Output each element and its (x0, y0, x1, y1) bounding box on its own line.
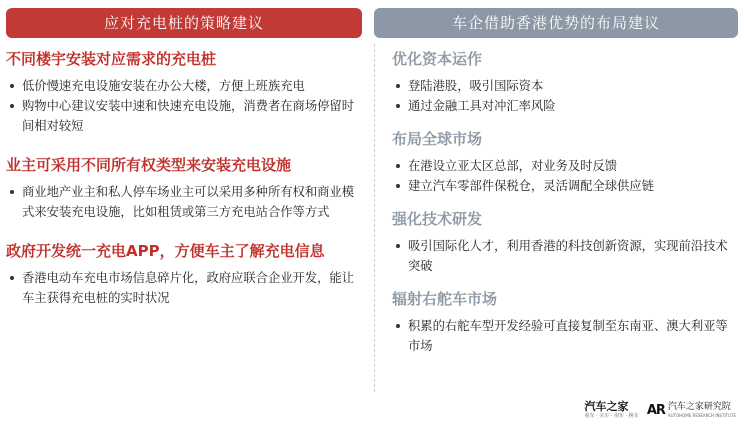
list-item: 在港设立亚太区总部，对业务及时反馈 (392, 156, 738, 176)
list-item: 商业地产业主和私人停车场业主可以采用多种所有权和商业模式来安装充电设施，比如租赁或第三方充电站合作等方式 (6, 182, 366, 222)
bullet-list (392, 316, 738, 356)
research-institute-name: 汽车之家研究院 (667, 401, 731, 412)
left-section-building (6, 48, 366, 136)
left-section-app (6, 240, 366, 308)
list-item: 建立汽车零部件保税仓，灵活调配全球供应链 (392, 176, 738, 196)
section-title: 不同楼宇安装对应需求的充电桩 (6, 50, 217, 68)
right-section-rnd (392, 208, 738, 276)
right-section-global (392, 128, 738, 196)
right-column (392, 48, 738, 368)
bullet-list (6, 268, 366, 308)
footer-logos (585, 399, 737, 421)
autohome-logo-text: 汽车之家 (584, 399, 629, 413)
list-item: 香港电动车充电市场信息碎片化，政府应联合企业开发，能让车主获得充电桩的实时状况 (6, 268, 366, 308)
left-section-ownership (6, 154, 366, 222)
list-item: 积累的右舵车型开发经验可直接复制至东南亚、澳大利亚等市场 (392, 316, 738, 356)
autohome-logo (585, 401, 639, 420)
research-institute-subtext: AUTOHOME RESEARCH INSTITUTE (667, 412, 736, 418)
section-title: 优化资本运作 (392, 50, 483, 68)
bullet-list (392, 156, 738, 196)
left-column (6, 48, 366, 326)
bullet-list (392, 236, 738, 276)
autohome-logo-subtext: 看车 · 买车 · 用车 · 换车 (584, 412, 639, 419)
list-item: 低价慢速充电设施安装在办公大楼，方便上班族充电 (6, 76, 366, 96)
section-title: 政府开发统一充电APP，方便车主了解充电信息 (6, 242, 325, 260)
research-institute-text (668, 402, 736, 419)
right-column-header: 车企借助香港优势的布局建议 (374, 8, 738, 38)
section-title: 强化技术研发 (392, 210, 483, 228)
column-divider (374, 44, 375, 392)
list-item: 吸引国际化人才，利用香港的科技创新资源，实现前沿技术突破 (392, 236, 738, 276)
bullet-list (392, 76, 738, 116)
section-title: 辐射右舵车市场 (392, 290, 498, 308)
section-title: 布局全球市场 (392, 130, 483, 148)
bullet-list (6, 182, 366, 222)
right-section-capital (392, 48, 738, 116)
right-section-rhd (392, 288, 738, 356)
research-institute-logo (647, 402, 736, 419)
list-item: 通过金融工具对冲汇率风险 (392, 96, 738, 116)
bullet-list (6, 76, 366, 136)
research-institute-mark-icon: AR (646, 402, 665, 418)
left-column-header: 应对充电桩的策略建议 (6, 8, 362, 38)
list-item: 购物中心建议安装中速和快速充电设施，消费者在商场停留时间相对较短 (6, 96, 366, 136)
section-title: 业主可采用不同所有权类型来安装充电设施 (6, 156, 292, 174)
list-item: 登陆港股，吸引国际资本 (392, 76, 738, 96)
